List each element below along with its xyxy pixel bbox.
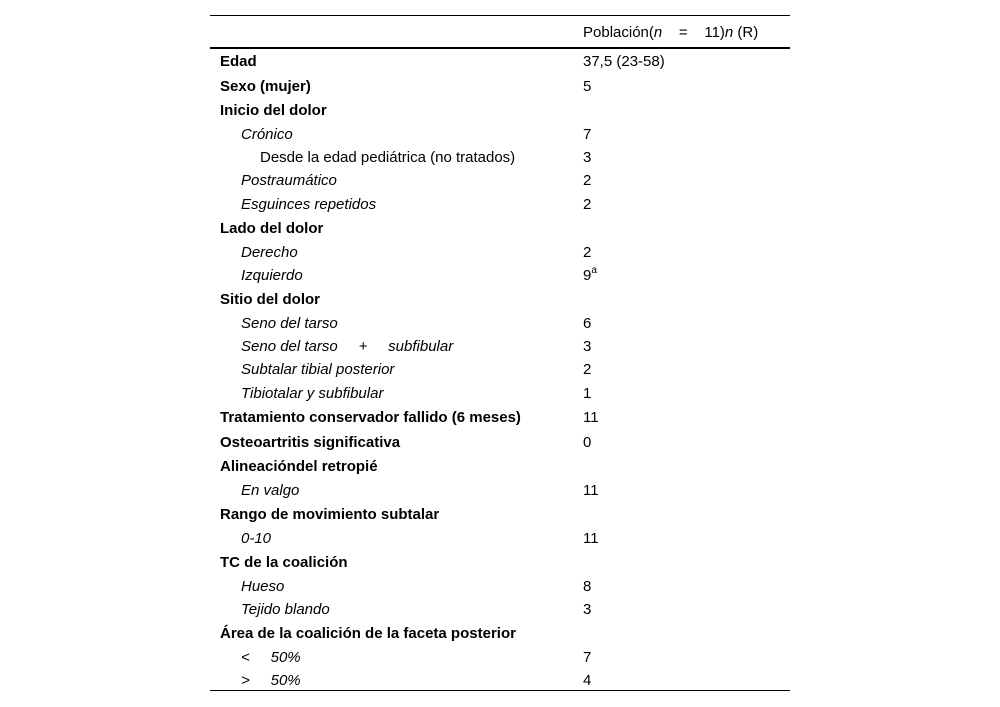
row-value-text: 3 xyxy=(583,600,592,618)
table-row xyxy=(210,216,790,241)
row-label: Tibiotalar y subfibular xyxy=(241,384,384,402)
row-value xyxy=(583,169,591,192)
row-label: En valgo xyxy=(241,481,300,499)
table-row xyxy=(210,241,790,264)
row-label: Lado del dolor xyxy=(220,219,324,237)
row-value-text: 6 xyxy=(583,314,592,332)
header-count: 11) xyxy=(704,24,725,41)
table-row xyxy=(210,575,790,598)
row-value-text: 2 xyxy=(583,172,592,190)
row-value xyxy=(583,575,591,598)
row-value xyxy=(583,527,599,550)
row-value xyxy=(583,123,591,146)
row-value xyxy=(583,382,591,405)
row-value xyxy=(583,358,591,381)
row-value-text: 2 xyxy=(583,195,592,213)
table-row xyxy=(210,146,790,169)
row-label: > 50% xyxy=(241,671,301,689)
table-row xyxy=(210,287,790,312)
row-value-text: 11 xyxy=(583,481,599,499)
table-row xyxy=(210,193,790,216)
header-eq: = xyxy=(662,24,705,41)
table-row xyxy=(210,646,790,669)
row-label: Tratamiento conservador fallido (6 meses) xyxy=(220,408,521,426)
table-row xyxy=(210,430,790,455)
row-label: Esguinces repetidos xyxy=(241,195,377,213)
row-label: Subtalar tibial posterior xyxy=(241,361,395,379)
table-row xyxy=(210,527,790,550)
table-bottom-rule xyxy=(210,690,790,691)
row-label: Sitio del dolor xyxy=(220,291,320,309)
row-value-text: 3 xyxy=(583,149,592,167)
row-value xyxy=(583,405,599,431)
row-label: Izquierdo xyxy=(241,266,303,284)
row-value xyxy=(583,264,597,287)
row-value-text: 11 xyxy=(583,529,599,547)
column-header-poblacion xyxy=(583,24,758,42)
row-label: Desde la edad pediátrica (no tratados) xyxy=(260,149,516,167)
table-row xyxy=(210,405,790,430)
table-row xyxy=(210,621,790,646)
row-label: Seno del tarso + subfibular xyxy=(241,338,454,356)
table-row xyxy=(210,358,790,381)
row-value xyxy=(583,312,591,335)
row-label: Tejido blando xyxy=(241,600,330,618)
table-row xyxy=(210,550,790,575)
row-label: < 50% xyxy=(241,648,301,666)
table-row xyxy=(210,49,790,74)
row-label: Derecho xyxy=(241,243,298,261)
row-value xyxy=(583,669,591,692)
row-value-text: 11 xyxy=(583,408,599,426)
row-label: Seno del tarso xyxy=(241,314,338,332)
table-body xyxy=(210,49,790,692)
row-value-text: 3 xyxy=(583,338,592,356)
row-label: Crónico xyxy=(241,125,293,143)
table-row xyxy=(210,123,790,146)
row-value xyxy=(583,479,599,502)
row-label: Sexo (mujer) xyxy=(220,77,311,95)
table-row xyxy=(210,312,790,335)
row-label: TC de la coalición xyxy=(220,553,348,571)
footnote-marker: a xyxy=(591,264,597,276)
row-value xyxy=(583,430,591,456)
row-value xyxy=(583,146,591,169)
row-label: Postraumático xyxy=(241,172,337,190)
table-row xyxy=(210,74,790,99)
row-label: Edad xyxy=(220,53,257,70)
row-value-text: 1 xyxy=(583,384,592,402)
header-prefix: Población( xyxy=(583,24,654,41)
row-value xyxy=(583,193,591,216)
row-value xyxy=(583,646,591,669)
row-value-text: 7 xyxy=(583,648,592,666)
header-suffix: (R) xyxy=(733,24,759,41)
table-row xyxy=(210,382,790,405)
table-row xyxy=(210,98,790,123)
row-value-text: 0 xyxy=(583,433,592,451)
row-value xyxy=(583,335,591,358)
row-label: Rango de movimiento subtalar xyxy=(220,506,440,524)
header-n2: n xyxy=(724,24,734,41)
row-value-text: 9 xyxy=(583,266,592,284)
row-label: Hueso xyxy=(241,577,285,595)
row-label: Inicio del dolor xyxy=(220,102,327,120)
row-label: Osteoartritis significativa xyxy=(220,433,401,451)
row-value-text: 5 xyxy=(583,77,592,95)
row-label: Alineacióndel retropié xyxy=(220,458,378,476)
row-value-text: 2 xyxy=(583,361,592,379)
row-value xyxy=(583,74,591,100)
row-value xyxy=(583,241,591,264)
row-value-text: 4 xyxy=(583,671,592,689)
row-value-text: 2 xyxy=(583,243,592,261)
table-header xyxy=(210,16,790,49)
table-row xyxy=(210,264,790,287)
table-row xyxy=(210,502,790,527)
table-row xyxy=(210,669,790,692)
row-label: Área de la coalición de la faceta posterior xyxy=(220,625,516,643)
table-row xyxy=(210,598,790,621)
table-row xyxy=(210,169,790,192)
row-label: 0-10 xyxy=(241,529,272,547)
row-value xyxy=(583,598,591,621)
data-table xyxy=(210,15,790,692)
row-value xyxy=(583,49,665,75)
table-row xyxy=(210,454,790,479)
row-value-text: 37,5 (23-58) xyxy=(583,53,665,70)
header-n: n xyxy=(653,24,663,41)
row-value-text: 7 xyxy=(583,125,592,143)
table-row xyxy=(210,479,790,502)
row-value-text: 8 xyxy=(583,577,592,595)
table-row xyxy=(210,335,790,358)
